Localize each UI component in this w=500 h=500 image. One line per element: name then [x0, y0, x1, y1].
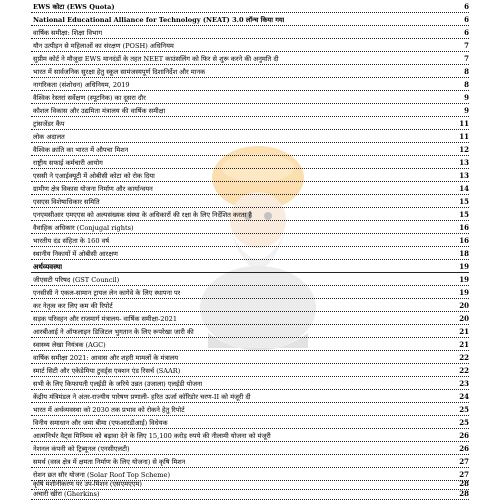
toc-page-number: 24: [459, 392, 469, 401]
toc-page-number: 11: [459, 132, 469, 141]
toc-row[interactable]: [0, 67, 500, 78]
toc-entry: सड़क परिवहन और राजमार्ग मंत्रालय- वार्षिक समीक्षा-2021: [33, 315, 178, 323]
toc-entry: ट्रांसजेंडर कैंप: [33, 120, 65, 128]
toc-row[interactable]: [0, 171, 500, 182]
toc-row[interactable]: [0, 210, 500, 221]
toc-page-number: 7: [464, 54, 469, 63]
toc-row[interactable]: [0, 444, 500, 455]
toc-row[interactable]: [0, 353, 500, 364]
toc-row[interactable]: [0, 405, 500, 416]
toc-entry: अचारी खीरा (Gherkins): [33, 490, 100, 498]
toc-row[interactable]: [0, 28, 500, 39]
toc-row[interactable]: [0, 457, 500, 468]
toc-page-number: 13: [459, 171, 469, 180]
toc-page-number: 7: [464, 41, 469, 50]
toc-row[interactable]: [0, 366, 500, 377]
toc-entry: वार्षिक समीक्षा: शिक्षा विभाग: [33, 29, 103, 37]
toc-page-number: 27: [459, 470, 469, 479]
toc-page-number: 26: [459, 431, 469, 440]
toc-page-number: 6: [464, 2, 469, 11]
toc-page-number: 20: [459, 314, 469, 323]
toc-page-number: 19: [459, 275, 469, 284]
toc-row[interactable]: [0, 2, 500, 13]
toc-entry: स्वास्थ्य लेखा नियंत्रक (AGC): [33, 341, 106, 349]
toc-page-number: 20: [459, 301, 469, 310]
toc-row[interactable]: [0, 184, 500, 195]
toc-row[interactable]: [0, 489, 500, 500]
toc-row[interactable]: [0, 223, 500, 234]
toc-row[interactable]: [0, 327, 500, 338]
toc-page-number: 28: [459, 479, 469, 488]
toc-page-number: 11: [459, 119, 469, 128]
toc-entry: एससी ने एआईक्यूटी में ओबीसी कोटा को रोक दिया: [33, 172, 155, 180]
toc-entry: लोक अदालत: [33, 133, 65, 141]
toc-entry: नेशनल कंपनी को ट्रिब्यूनल (एनसीएलटी): [33, 445, 130, 453]
toc-entry: जीएसटी परिषद (GST Council): [33, 276, 120, 284]
toc-entry: भारत में अर्थव्यवस्था को 2030 तक प्रभाव को रोकने हेतु रिपोर्ट: [33, 406, 185, 414]
toc-row[interactable]: [0, 418, 500, 429]
toc-page-number: 22: [459, 353, 469, 362]
toc-page-number: 15: [459, 210, 469, 219]
toc-entry: स्मार्ट सिटी और एकेडेमिया टुवर्ड्स एक्शन एंड रिसर्च (SAAR): [33, 367, 181, 375]
toc-page-number: 19: [459, 288, 469, 297]
toc-row[interactable]: [0, 106, 500, 117]
toc-entry: स्थानीय निकायों में ओबीसी आरक्षण: [33, 250, 118, 258]
toc-row[interactable]: [0, 54, 500, 65]
toc-entry: विनीय समाधान और जमा बीमा (एफआरडीआई) विधेयक: [33, 419, 168, 427]
toc-entry: केंद्रीय मंत्रिमंडल ने अंतर-राज्यीय पारेषण प्रणाली- हरित ऊर्जा कॉरिडोर चरण-II को मंजूरी दी: [33, 393, 251, 401]
toc-page-number: 16: [459, 223, 469, 232]
toc-entry: आत्मनिर्भर वैट्स मिनिमम को बढ़ावा देने के लिए 15,100 करोड़ रुपये की नीलामी योजना को मंजूरी: [33, 432, 271, 440]
toc-entry: कृषि मशीनीकरण पर उप-मिशन (एसएमएएम): [33, 480, 142, 488]
toc-page-number: 21: [459, 340, 469, 349]
toc-entry: भारतीय दंड संहिता के 160 वर्ष: [33, 237, 110, 245]
toc-page-number: 9: [464, 106, 469, 115]
toc-entry: कौशल विकास और उद्यमिता मंत्रालय की वार्षिक समीक्षा: [33, 107, 166, 115]
toc-entry: सभी के लिए किफायती एलईडी के जरिये उन्नत (उजाला) एलईडी योजना: [33, 380, 203, 388]
toc-row[interactable]: [0, 41, 500, 52]
toc-page-number: 6: [464, 15, 469, 24]
toc-row[interactable]: [0, 431, 500, 442]
toc-row[interactable]: [0, 158, 500, 169]
toc-row[interactable]: [0, 236, 500, 247]
toc-entry: भारत में सार्वजनिक सुरक्षा हेतु स्कूल सामंजस्यपूर्ण दिशानिर्देश और मानक: [33, 68, 206, 76]
toc-row[interactable]: [0, 93, 500, 104]
toc-row[interactable]: [0, 314, 500, 325]
toc-entry: वैश्विक क्रांति का भारत में औपचा मिशन: [33, 146, 129, 154]
toc-page-number: 12: [459, 145, 469, 154]
toc-entry: वैश्विक रेस्तरां सर्वेक्षण (स्पूटनिक) का दूसरा दौर: [33, 94, 146, 102]
toc-page-number: 27: [459, 457, 469, 466]
toc-row[interactable]: [0, 132, 500, 143]
toc-row[interactable]: [0, 379, 500, 390]
toc-entry: कर नेतृत्व कर लिए कम की रिपोर्ट: [33, 302, 113, 310]
toc-entry: EWS कोटा (EWS Quota): [33, 3, 115, 11]
toc-row[interactable]: [0, 80, 500, 91]
toc-row[interactable]: [0, 288, 500, 299]
toc-row[interactable]: [0, 340, 500, 351]
toc-page-number: 22: [459, 366, 469, 375]
toc-page-number: 26: [459, 444, 469, 453]
toc-page-number: 14: [459, 184, 469, 193]
toc-row[interactable]: [0, 15, 500, 26]
toc-page-number: 25: [459, 405, 469, 414]
toc-entry: राष्ट्रीय सफाई कर्मचारी आयोग: [33, 159, 103, 167]
toc-page-number: 25: [459, 418, 469, 427]
toc-page-number: 9: [464, 93, 469, 102]
toc-entry: रोशन छत सौर योजना (Solar Roof Top Scheme): [33, 471, 171, 479]
toc-entry: सुप्रीम कोर्ट ने मौजूदा EWS मानदंडों के तहत NEET काउंसलिंग को फिर से शुरू करने की अनुमति दी: [33, 55, 279, 63]
toc-row[interactable]: [0, 119, 500, 130]
toc-page-number: 21: [459, 327, 469, 336]
toc-section-heading[interactable]: [0, 262, 500, 273]
toc-page-number: 18: [459, 249, 469, 258]
toc-page-number: 19: [459, 262, 469, 271]
toc-page-number: 8: [464, 80, 469, 89]
toc-row[interactable]: [0, 301, 500, 312]
toc-page-number: 13: [459, 158, 469, 167]
toc-row[interactable]: [0, 197, 500, 208]
toc-entry: समर्थ (वस्त्र क्षेत्र में क्षमता निर्माण के लिए योजना) से कृषि मिशन: [33, 458, 186, 466]
toc-row[interactable]: [0, 249, 500, 260]
toc-page-number: 23: [459, 379, 469, 388]
toc-page-number: 6: [464, 28, 469, 37]
toc-page-number: 8: [464, 67, 469, 76]
toc-entry: एनसीसी ने एकल-सामान ट्रायल लेन कागेवे के लिए स्थापना पर: [33, 289, 181, 297]
toc-entry: वैवाहिक अधिकार (Conjugal rights): [33, 224, 134, 232]
toc-entry: एसएस विशेषाधिकार समिति: [33, 198, 100, 206]
toc-entry: आरबीआई ने ऑफलाइन डिजिटल भुगतान के लिए रूपरेखा जारी की: [33, 328, 194, 336]
toc-entry: नागरिकता (संशोधन) अधिनियम, 2019: [33, 81, 130, 89]
toc-entry: National Educational Alliance for Technology (NEAT) 3.0 लॉन्च किया गया: [33, 16, 285, 24]
toc-page-number: 15: [459, 197, 469, 206]
toc-page-number: 16: [459, 236, 469, 245]
toc-entry: वार्षिक समीक्षा 2021: आवास और शहरी मामलों के मंत्रालय: [33, 354, 179, 362]
toc-entry: यौन उत्पीड़न से महिलाओं का संरक्षण (POSH) अधिनियम: [33, 42, 174, 50]
toc-row[interactable]: [0, 275, 500, 286]
toc-row[interactable]: [0, 392, 500, 403]
toc-entry: एनएमसीआर एमएएस को अल्पसंख्यक संस्था के अधिकारों की रक्षा के लिए निर्देशित करता है: [33, 211, 252, 219]
toc-row[interactable]: [0, 145, 500, 156]
toc-page-number: 28: [459, 489, 469, 498]
toc-entry: ग्रामीण क्षेत्र विकास योजना निर्माण और कार्यान्वयन: [33, 185, 153, 193]
section-title: अर्थव्यवस्था: [33, 262, 63, 271]
